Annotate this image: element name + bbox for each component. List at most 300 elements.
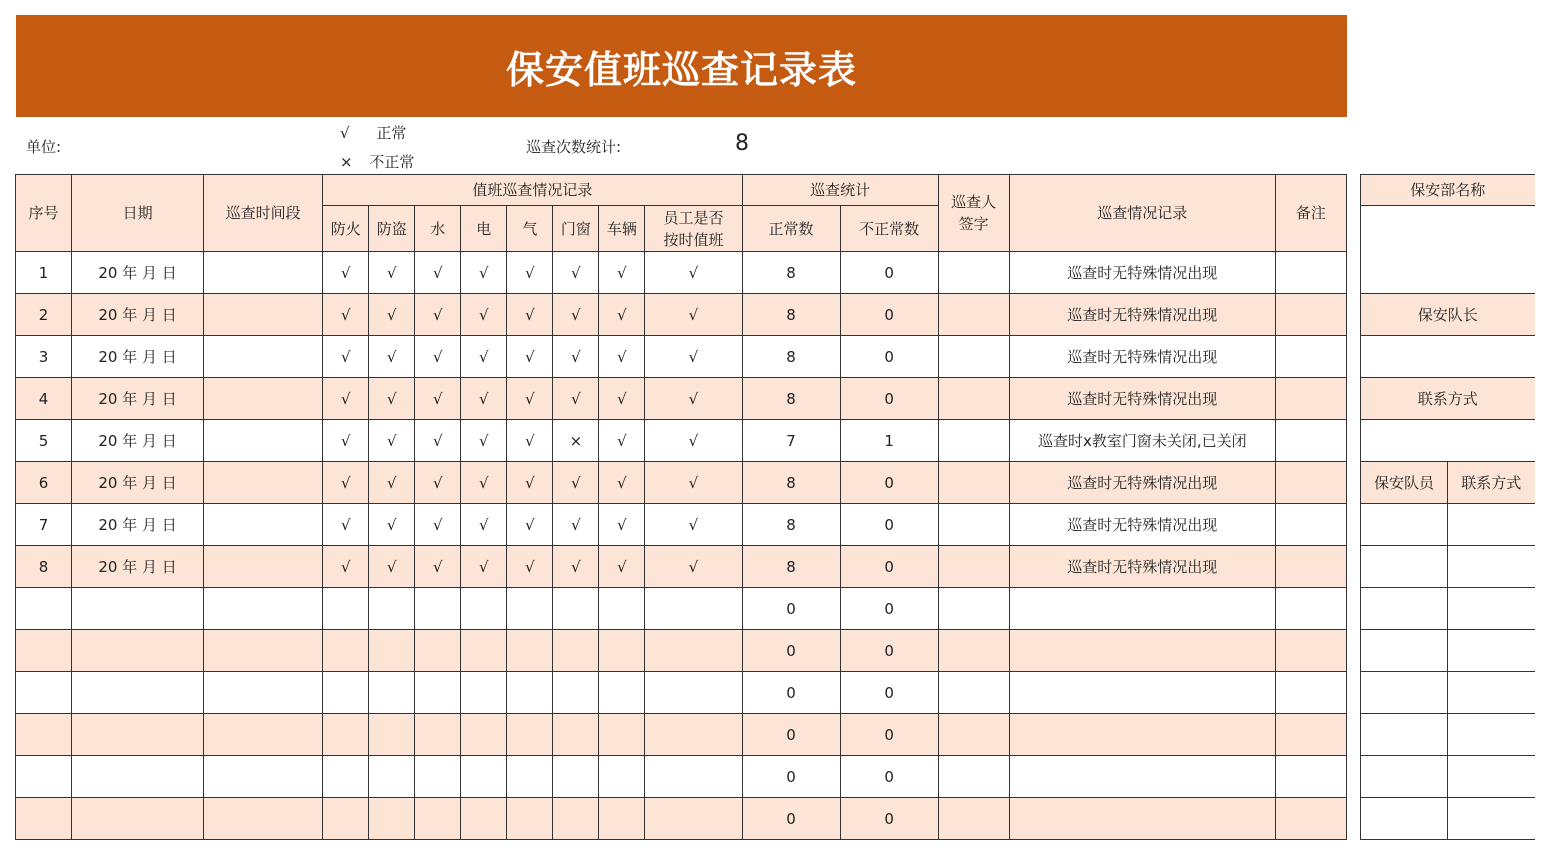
row-remark[interactable] xyxy=(1275,798,1346,840)
row-check-power[interactable]: √ xyxy=(461,378,507,420)
row-period[interactable] xyxy=(204,630,323,672)
row-normal-count[interactable]: 0 xyxy=(742,630,840,672)
row-check-vehicle[interactable] xyxy=(599,672,645,714)
row-check-vehicle[interactable] xyxy=(599,588,645,630)
header-stat-group: 巡查统计 xyxy=(742,175,938,206)
header-period: 巡查时间段 xyxy=(204,175,323,252)
side-row-dept-value xyxy=(1361,206,1535,294)
row-check-fire[interactable]: √ xyxy=(323,294,369,336)
legend-abnormal-symbol: × xyxy=(340,153,353,171)
row-no[interactable]: 6 xyxy=(16,462,72,504)
contact-value[interactable] xyxy=(1361,420,1535,462)
count-label: 巡查次数统计: xyxy=(526,138,622,156)
header-no: 序号 xyxy=(16,175,72,252)
row-signer[interactable] xyxy=(938,462,1009,504)
row-remark[interactable] xyxy=(1275,252,1346,294)
row-no[interactable]: 3 xyxy=(16,336,72,378)
row-check-theft[interactable] xyxy=(369,588,415,630)
row-normal-count[interactable]: 8 xyxy=(742,546,840,588)
row-situation[interactable] xyxy=(1009,588,1275,630)
member-row xyxy=(1361,714,1535,756)
table-row xyxy=(16,294,1347,336)
row-check-theft[interactable] xyxy=(369,714,415,756)
row-no[interactable] xyxy=(16,714,72,756)
row-check-theft[interactable] xyxy=(369,798,415,840)
row-staff-on-time[interactable]: √ xyxy=(645,252,742,294)
captain-value[interactable] xyxy=(1361,336,1535,378)
row-no[interactable] xyxy=(16,798,72,840)
member-row xyxy=(1361,546,1535,588)
row-no[interactable] xyxy=(16,588,72,630)
row-situation[interactable] xyxy=(1009,672,1275,714)
row-remark[interactable] xyxy=(1275,504,1346,546)
legend-normal xyxy=(340,122,406,143)
row-check-doors[interactable]: √ xyxy=(553,336,599,378)
row-check-power[interactable]: √ xyxy=(461,420,507,462)
row-check-power[interactable] xyxy=(461,714,507,756)
row-abnormal-count[interactable]: 0 xyxy=(840,252,938,294)
row-signer[interactable] xyxy=(938,336,1009,378)
table-row xyxy=(16,336,1347,378)
row-check-gas[interactable]: √ xyxy=(507,462,553,504)
header-row-1 xyxy=(16,175,1347,206)
header-remark: 备注 xyxy=(1275,175,1346,252)
row-check-vehicle[interactable] xyxy=(599,798,645,840)
legend-abnormal-label: 不正常 xyxy=(369,153,415,171)
row-staff-on-time[interactable]: √ xyxy=(645,420,742,462)
row-check-vehicle[interactable]: √ xyxy=(599,294,645,336)
row-check-vehicle[interactable]: √ xyxy=(599,378,645,420)
row-remark[interactable] xyxy=(1275,756,1346,798)
row-date[interactable]: 20 年 月 日 xyxy=(72,252,204,294)
row-check-vehicle[interactable]: √ xyxy=(599,336,645,378)
row-date[interactable]: 20 年 月 日 xyxy=(72,378,204,420)
header-record-group: 值班巡查情况记录 xyxy=(323,175,742,206)
row-no[interactable]: 5 xyxy=(16,420,72,462)
row-check-power[interactable]: √ xyxy=(461,336,507,378)
row-check-gas[interactable]: √ xyxy=(507,252,553,294)
row-signer[interactable] xyxy=(938,588,1009,630)
row-staff-on-time[interactable] xyxy=(645,630,742,672)
row-check-fire[interactable]: √ xyxy=(323,378,369,420)
member-name[interactable] xyxy=(1361,672,1448,714)
row-abnormal-count[interactable]: 0 xyxy=(840,798,938,840)
row-check-gas[interactable] xyxy=(507,672,553,714)
row-abnormal-count[interactable]: 0 xyxy=(840,546,938,588)
row-check-doors[interactable]: √ xyxy=(553,252,599,294)
row-check-doors[interactable]: √ xyxy=(553,378,599,420)
header-check-power: 电 xyxy=(461,206,507,252)
row-check-gas[interactable] xyxy=(507,798,553,840)
row-period[interactable] xyxy=(204,756,323,798)
row-period[interactable] xyxy=(204,294,323,336)
row-check-fire[interactable] xyxy=(323,630,369,672)
row-period[interactable] xyxy=(204,462,323,504)
row-date[interactable] xyxy=(72,714,204,756)
side-row-captain-label xyxy=(1361,294,1535,336)
row-remark[interactable] xyxy=(1275,588,1346,630)
security-contact-table xyxy=(1360,174,1535,840)
row-check-doors[interactable] xyxy=(553,798,599,840)
row-normal-count[interactable]: 8 xyxy=(742,378,840,420)
row-situation[interactable]: 巡查时无特殊情况出现 xyxy=(1009,294,1275,336)
member-contact[interactable] xyxy=(1448,630,1535,672)
row-check-vehicle[interactable] xyxy=(599,714,645,756)
row-normal-count[interactable]: 8 xyxy=(742,336,840,378)
row-period[interactable] xyxy=(204,378,323,420)
row-abnormal-count[interactable]: 0 xyxy=(840,294,938,336)
member-name[interactable] xyxy=(1361,546,1448,588)
row-check-water[interactable] xyxy=(415,672,461,714)
row-check-doors[interactable] xyxy=(553,714,599,756)
row-situation[interactable]: 巡查时无特殊情况出现 xyxy=(1009,252,1275,294)
legend-abnormal xyxy=(340,151,414,172)
row-signer[interactable] xyxy=(938,504,1009,546)
row-check-doors[interactable]: √ xyxy=(553,294,599,336)
row-check-gas[interactable]: √ xyxy=(507,336,553,378)
row-check-power[interactable] xyxy=(461,672,507,714)
header-abnormal: 不正常数 xyxy=(840,206,938,252)
row-check-gas[interactable]: √ xyxy=(507,546,553,588)
row-check-water[interactable] xyxy=(415,798,461,840)
row-check-fire[interactable]: √ xyxy=(323,252,369,294)
row-staff-on-time[interactable]: √ xyxy=(645,504,742,546)
row-check-fire[interactable] xyxy=(323,714,369,756)
row-remark[interactable] xyxy=(1275,714,1346,756)
row-check-gas[interactable]: √ xyxy=(507,420,553,462)
row-check-power[interactable] xyxy=(461,588,507,630)
row-abnormal-count[interactable]: 0 xyxy=(840,462,938,504)
member-name[interactable] xyxy=(1361,798,1448,840)
row-staff-on-time[interactable]: √ xyxy=(645,378,742,420)
table-row xyxy=(16,546,1347,588)
row-check-water[interactable] xyxy=(415,588,461,630)
row-date[interactable]: 20 年 月 日 xyxy=(72,546,204,588)
row-period[interactable] xyxy=(204,420,323,462)
row-period[interactable] xyxy=(204,672,323,714)
table-row xyxy=(16,504,1347,546)
row-situation[interactable]: 巡查时无特殊情况出现 xyxy=(1009,504,1275,546)
row-abnormal-count[interactable]: 0 xyxy=(840,714,938,756)
row-check-doors[interactable] xyxy=(553,630,599,672)
row-check-theft[interactable] xyxy=(369,630,415,672)
row-check-water[interactable]: √ xyxy=(415,378,461,420)
row-date[interactable] xyxy=(72,672,204,714)
table-row xyxy=(16,252,1347,294)
member-row xyxy=(1361,756,1535,798)
row-check-fire[interactable]: √ xyxy=(323,546,369,588)
row-check-gas[interactable] xyxy=(507,630,553,672)
member-name[interactable] xyxy=(1361,630,1448,672)
row-check-theft[interactable] xyxy=(369,672,415,714)
row-remark[interactable] xyxy=(1275,630,1346,672)
row-check-theft[interactable]: √ xyxy=(369,294,415,336)
row-no[interactable]: 8 xyxy=(16,546,72,588)
row-check-water[interactable]: √ xyxy=(415,420,461,462)
legend-normal-symbol: √ xyxy=(340,124,350,142)
row-check-theft[interactable]: √ xyxy=(369,336,415,378)
row-check-gas[interactable]: √ xyxy=(507,294,553,336)
row-signer[interactable] xyxy=(938,546,1009,588)
member-name[interactable] xyxy=(1361,588,1448,630)
row-situation[interactable]: 巡查时无特殊情况出现 xyxy=(1009,546,1275,588)
row-date[interactable] xyxy=(72,630,204,672)
member-contact[interactable] xyxy=(1448,672,1535,714)
row-check-theft[interactable]: √ xyxy=(369,252,415,294)
row-date[interactable] xyxy=(72,756,204,798)
row-staff-on-time[interactable] xyxy=(645,714,742,756)
header-check-theft: 防盗 xyxy=(369,206,415,252)
row-remark[interactable] xyxy=(1275,462,1346,504)
table-row xyxy=(16,756,1347,798)
row-check-vehicle[interactable]: √ xyxy=(599,462,645,504)
row-check-fire[interactable]: √ xyxy=(323,336,369,378)
member-name[interactable] xyxy=(1361,504,1448,546)
row-signer[interactable] xyxy=(938,630,1009,672)
member-row xyxy=(1361,504,1535,546)
row-check-power[interactable]: √ xyxy=(461,252,507,294)
row-no[interactable] xyxy=(16,672,72,714)
row-signer[interactable] xyxy=(938,672,1009,714)
row-situation[interactable] xyxy=(1009,714,1275,756)
row-abnormal-count[interactable]: 0 xyxy=(840,672,938,714)
row-check-water[interactable] xyxy=(415,630,461,672)
row-check-gas[interactable] xyxy=(507,756,553,798)
row-situation[interactable] xyxy=(1009,756,1275,798)
row-period[interactable] xyxy=(204,504,323,546)
row-staff-on-time[interactable] xyxy=(645,798,742,840)
table-row xyxy=(16,420,1347,462)
row-date[interactable]: 20 年 月 日 xyxy=(72,336,204,378)
row-signer[interactable] xyxy=(938,252,1009,294)
row-normal-count[interactable]: 7 xyxy=(742,420,840,462)
member-contact[interactable] xyxy=(1448,504,1535,546)
row-normal-count[interactable]: 8 xyxy=(742,294,840,336)
row-check-power[interactable] xyxy=(461,798,507,840)
row-abnormal-count[interactable]: 0 xyxy=(840,756,938,798)
row-normal-count[interactable]: 0 xyxy=(742,588,840,630)
row-staff-on-time[interactable] xyxy=(645,672,742,714)
header-check-doors: 门窗 xyxy=(553,206,599,252)
row-signer[interactable] xyxy=(938,378,1009,420)
legend-normal-label: 正常 xyxy=(376,124,407,142)
row-check-power[interactable] xyxy=(461,630,507,672)
contact-label: 联系方式 xyxy=(1361,378,1535,420)
member-name[interactable] xyxy=(1361,756,1448,798)
row-no[interactable] xyxy=(16,756,72,798)
table-row xyxy=(16,672,1347,714)
row-check-doors[interactable]: √ xyxy=(553,504,599,546)
row-staff-on-time[interactable]: √ xyxy=(645,294,742,336)
row-staff-on-time[interactable]: √ xyxy=(645,336,742,378)
row-check-doors[interactable]: × xyxy=(553,420,599,462)
row-period[interactable] xyxy=(204,714,323,756)
row-check-power[interactable] xyxy=(461,756,507,798)
row-check-doors[interactable]: √ xyxy=(553,462,599,504)
row-remark[interactable] xyxy=(1275,546,1346,588)
row-check-power[interactable]: √ xyxy=(461,504,507,546)
row-abnormal-count[interactable]: 0 xyxy=(840,588,938,630)
row-situation[interactable] xyxy=(1009,798,1275,840)
row-date[interactable] xyxy=(72,798,204,840)
row-signer[interactable] xyxy=(938,798,1009,840)
row-signer[interactable] xyxy=(938,420,1009,462)
row-check-gas[interactable] xyxy=(507,588,553,630)
row-check-vehicle[interactable]: √ xyxy=(599,252,645,294)
row-situation[interactable]: 巡查时无特殊情况出现 xyxy=(1009,462,1275,504)
row-situation[interactable]: 巡查时无特殊情况出现 xyxy=(1009,336,1275,378)
row-normal-count[interactable]: 0 xyxy=(742,798,840,840)
row-check-fire[interactable]: √ xyxy=(323,504,369,546)
row-date[interactable]: 20 年 月 日 xyxy=(72,504,204,546)
header-normal: 正常数 xyxy=(742,206,840,252)
member-row xyxy=(1361,630,1535,672)
row-staff-on-time[interactable] xyxy=(645,588,742,630)
header-signer: 巡查人签字 xyxy=(938,175,1009,252)
row-check-water[interactable]: √ xyxy=(415,294,461,336)
table-row xyxy=(16,630,1347,672)
row-check-fire[interactable] xyxy=(323,588,369,630)
row-remark[interactable] xyxy=(1275,378,1346,420)
row-check-fire[interactable] xyxy=(323,798,369,840)
row-situation[interactable] xyxy=(1009,630,1275,672)
member-contact[interactable] xyxy=(1448,756,1535,798)
row-signer[interactable] xyxy=(938,714,1009,756)
row-remark[interactable] xyxy=(1275,294,1346,336)
row-check-vehicle[interactable] xyxy=(599,756,645,798)
row-check-water[interactable] xyxy=(415,714,461,756)
row-normal-count[interactable]: 8 xyxy=(742,252,840,294)
row-check-water[interactable]: √ xyxy=(415,252,461,294)
row-situation[interactable]: 巡查时x教室门窗未关闭,已关闭 xyxy=(1009,420,1275,462)
row-situation[interactable]: 巡查时无特殊情况出现 xyxy=(1009,378,1275,420)
row-staff-on-time[interactable] xyxy=(645,756,742,798)
member-row xyxy=(1361,798,1535,840)
member-row xyxy=(1361,672,1535,714)
row-staff-on-time[interactable]: √ xyxy=(645,462,742,504)
row-remark[interactable] xyxy=(1275,336,1346,378)
row-period[interactable] xyxy=(204,546,323,588)
row-check-theft[interactable]: √ xyxy=(369,420,415,462)
row-check-water[interactable]: √ xyxy=(415,336,461,378)
row-staff-on-time[interactable]: √ xyxy=(645,546,742,588)
table-row xyxy=(16,378,1347,420)
row-abnormal-count[interactable]: 0 xyxy=(840,336,938,378)
row-check-water[interactable]: √ xyxy=(415,504,461,546)
row-date[interactable] xyxy=(72,588,204,630)
table-row xyxy=(16,588,1347,630)
member-contact[interactable] xyxy=(1448,588,1535,630)
row-check-fire[interactable]: √ xyxy=(323,420,369,462)
dept-name-value[interactable] xyxy=(1361,206,1535,294)
row-check-theft[interactable]: √ xyxy=(369,504,415,546)
row-check-gas[interactable]: √ xyxy=(507,504,553,546)
header-staff-on-time: 员工是否按时值班 xyxy=(645,206,742,252)
row-no[interactable] xyxy=(16,630,72,672)
row-remark[interactable] xyxy=(1275,420,1346,462)
member-contact[interactable] xyxy=(1448,546,1535,588)
row-normal-count[interactable]: 8 xyxy=(742,462,840,504)
row-normal-count[interactable]: 0 xyxy=(742,714,840,756)
member-contact[interactable] xyxy=(1448,714,1535,756)
row-remark[interactable] xyxy=(1275,672,1346,714)
side-row-contact-label xyxy=(1361,378,1535,420)
row-check-fire[interactable]: √ xyxy=(323,462,369,504)
count-value: 8 xyxy=(735,131,749,156)
row-period[interactable] xyxy=(204,336,323,378)
member-name[interactable] xyxy=(1361,714,1448,756)
row-date[interactable]: 20 年 月 日 xyxy=(72,420,204,462)
row-check-fire[interactable] xyxy=(323,672,369,714)
row-check-theft[interactable]: √ xyxy=(369,378,415,420)
row-no[interactable]: 7 xyxy=(16,504,72,546)
header-check-water: 水 xyxy=(415,206,461,252)
row-normal-count[interactable]: 0 xyxy=(742,756,840,798)
row-period[interactable] xyxy=(204,588,323,630)
row-check-power[interactable]: √ xyxy=(461,294,507,336)
row-check-doors[interactable] xyxy=(553,672,599,714)
row-date[interactable]: 20 年 月 日 xyxy=(72,294,204,336)
row-check-doors[interactable] xyxy=(553,756,599,798)
row-normal-count[interactable]: 8 xyxy=(742,504,840,546)
row-period[interactable] xyxy=(204,252,323,294)
header-check-fire: 防火 xyxy=(323,206,369,252)
member-label: 保安队员 xyxy=(1361,462,1448,504)
row-check-water[interactable] xyxy=(415,756,461,798)
unit-label: 单位: xyxy=(26,138,62,156)
row-period[interactable] xyxy=(204,798,323,840)
row-check-fire[interactable] xyxy=(323,756,369,798)
row-normal-count[interactable]: 0 xyxy=(742,672,840,714)
row-check-power[interactable]: √ xyxy=(461,546,507,588)
captain-label: 保安队长 xyxy=(1361,294,1535,336)
row-check-doors[interactable]: √ xyxy=(553,546,599,588)
row-signer[interactable] xyxy=(938,294,1009,336)
patrol-record-table xyxy=(15,174,1347,840)
row-check-power[interactable]: √ xyxy=(461,462,507,504)
side-row-member-header xyxy=(1361,462,1535,504)
row-check-gas[interactable]: √ xyxy=(507,378,553,420)
row-check-vehicle[interactable] xyxy=(599,630,645,672)
header-date: 日期 xyxy=(72,175,204,252)
member-contact[interactable] xyxy=(1448,798,1535,840)
row-abnormal-count[interactable]: 0 xyxy=(840,630,938,672)
row-abnormal-count[interactable]: 0 xyxy=(840,378,938,420)
member-row xyxy=(1361,588,1535,630)
side-row-contact-value xyxy=(1361,420,1535,462)
row-abnormal-count[interactable]: 0 xyxy=(840,504,938,546)
row-signer[interactable] xyxy=(938,756,1009,798)
side-row-captain-value xyxy=(1361,336,1535,378)
row-check-theft[interactable] xyxy=(369,756,415,798)
row-check-gas[interactable] xyxy=(507,714,553,756)
row-check-water[interactable]: √ xyxy=(415,546,461,588)
row-check-theft[interactable]: √ xyxy=(369,546,415,588)
row-date[interactable]: 20 年 月 日 xyxy=(72,462,204,504)
row-abnormal-count[interactable]: 1 xyxy=(840,420,938,462)
member-contact-label: 联系方式 xyxy=(1448,462,1535,504)
dept-name-label: 保安部名称 xyxy=(1361,175,1535,206)
row-check-vehicle[interactable]: √ xyxy=(599,504,645,546)
row-no[interactable]: 2 xyxy=(16,294,72,336)
row-no[interactable]: 1 xyxy=(16,252,72,294)
row-no[interactable]: 4 xyxy=(16,378,72,420)
row-check-vehicle[interactable]: √ xyxy=(599,420,645,462)
row-check-theft[interactable]: √ xyxy=(369,462,415,504)
row-check-water[interactable]: √ xyxy=(415,462,461,504)
row-check-vehicle[interactable]: √ xyxy=(599,546,645,588)
row-check-doors[interactable] xyxy=(553,588,599,630)
